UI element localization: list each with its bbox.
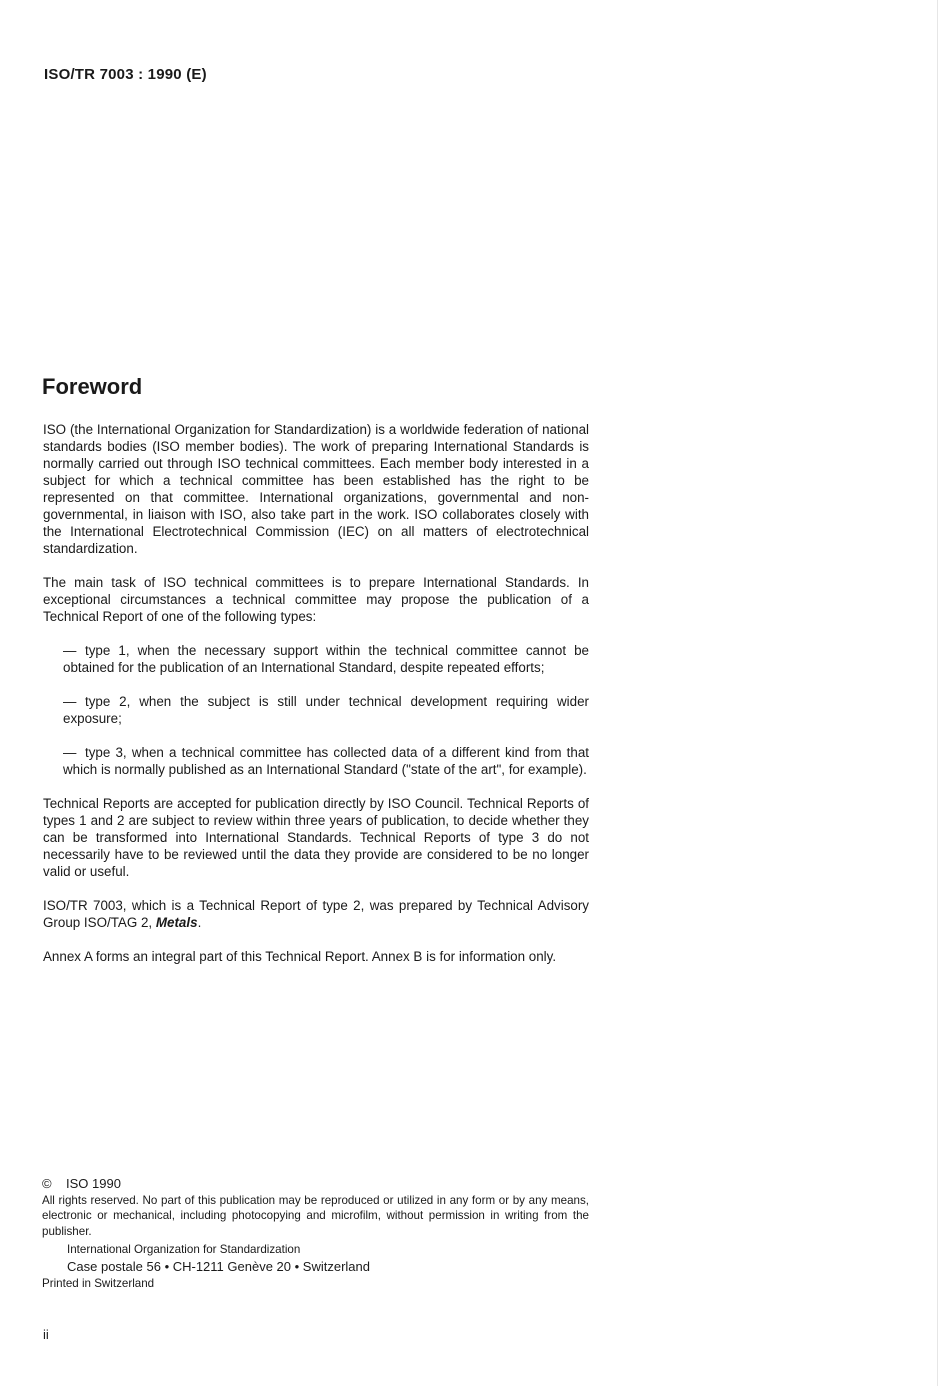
dash-marker: —	[63, 643, 77, 658]
copyright-holder: ISO 1990	[66, 1176, 121, 1191]
document-identifier: ISO/TR 7003 : 1990 (E)	[44, 66, 207, 83]
dash-marker: —	[63, 745, 77, 760]
dash-marker: —	[63, 694, 77, 709]
copyright-block	[42, 1176, 589, 1292]
paragraph-prepared-by	[43, 897, 589, 931]
rights-statement: All rights reserved. No part of this publication may be reproduced or utilized in any form or by any means, electronic or mechanical, including photocopying and microfilm, without permission in writing from the publisher.	[42, 1193, 589, 1238]
foreword-body	[43, 421, 589, 982]
organization-name: International Organization for Standardization	[67, 1243, 301, 1256]
page-title: Foreword	[42, 374, 143, 399]
committee-name: Metals	[155, 915, 198, 930]
paragraph-technical-reports: Technical Reports are accepted for publication directly by ISO Council. Technical Reports of types 1 and 2 are subject to review within three years of publication, to decide whether they can be transformed into International Standards. Technical Reports of type 3 do not necessarily have to be reviewed until the data they provide are considered to be no longer valid or useful.	[43, 796, 589, 879]
page-number: ii	[43, 1327, 49, 1342]
paragraph-main-task: The main task of ISO technical committees is to prepare International Standards. In exceptional circumstances a technical committee may propose the publication of a Technical Report of one of the following types:	[43, 575, 589, 624]
organization-address: Case postale 56 • CH-1211 Genève 20 • Switzerland	[67, 1258, 370, 1274]
list-item-type-2	[43, 693, 589, 727]
list-item-text: type 2, when the subject is still under technical development requiring wider exposure;	[63, 694, 589, 726]
list-item-type-3	[43, 744, 589, 778]
printed-note: Printed in Switzerland	[42, 1277, 155, 1290]
list-item-text: type 3, when a technical committee has collected data of a different kind from that which is normally published as an International Standard ("state of the art", for example).	[63, 745, 589, 777]
copyright-icon: ©	[42, 1176, 52, 1191]
paragraph-iso-intro: ISO (the International Organization for Standardization) is a worldwide federation of national standards bodies (ISO member bodies). The work of preparing International Standards is normally carried out through ISO technical committees. Each member body interested in a subject for which a technical committee has been established has the right to be represented on that committee. International organizations, governmental and non-governmental, in liaison with ISO, also take part in the work. ISO collaborates closely with the International Electrotechnical Commission (IEC) on all matters of electrotechnical standardization.	[43, 422, 589, 556]
prepared-by-end: .	[197, 915, 202, 930]
paragraph-annexes: Annex A forms an integral part of this Technical Report. Annex B is for information only.	[43, 949, 557, 964]
list-item-text: type 1, when the necessary support within the technical committee cannot be obtained for the publication of an International Standard, despite repeated efforts;	[63, 643, 589, 675]
list-item-type-1	[43, 642, 589, 676]
scan-edge-line	[937, 0, 938, 1386]
copyright-line	[42, 1176, 589, 1192]
prepared-by-text: ISO/TR 7003, which is a Technical Report of type 2, was prepared by Technical Advisory Group ISO/TAG 2,	[43, 898, 589, 930]
